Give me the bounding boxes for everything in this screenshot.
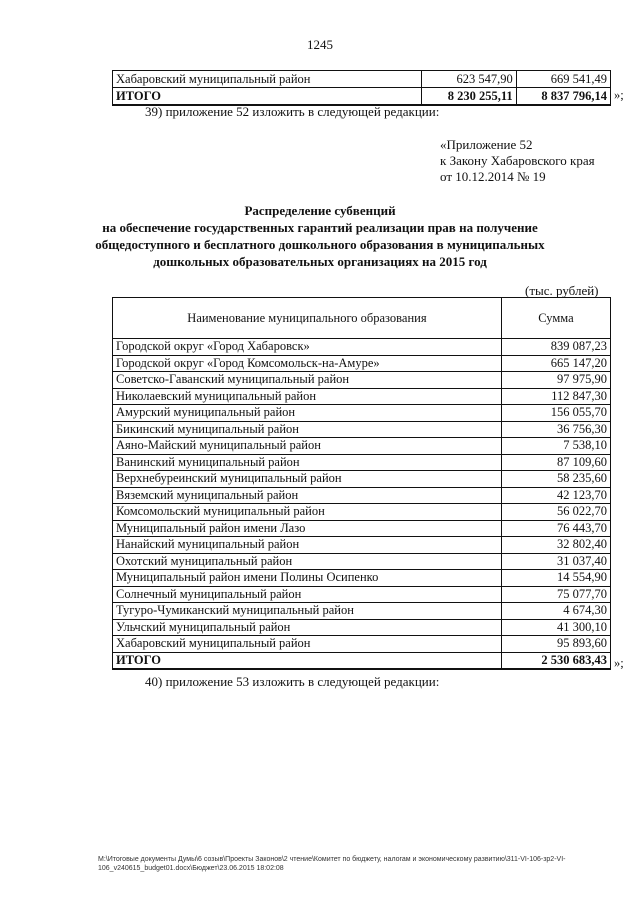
subsidy-amount: 76 443,70: [501, 520, 610, 537]
header-sum: Сумма: [501, 298, 610, 339]
district-name: Хабаровский муниципальный район: [113, 636, 502, 653]
table-row: [113, 405, 611, 422]
district-name: Бикинский муниципальный район: [113, 421, 502, 438]
subsidy-amount: 56 022,70: [501, 504, 610, 521]
total-label: ИТОГО: [113, 652, 502, 669]
total-row: [113, 652, 611, 669]
table-row: [113, 603, 611, 620]
table-row: [113, 355, 611, 372]
subsidy-amount: 839 087,23: [501, 339, 610, 356]
table-row: [113, 553, 611, 570]
table-row: [113, 471, 611, 488]
table-row: [113, 636, 611, 653]
table-header-row: [113, 298, 611, 339]
subsidy-amount: 31 037,40: [501, 553, 610, 570]
table-row: [113, 586, 611, 603]
page-number: 1245: [307, 37, 333, 52]
district-name: Вяземский муниципальный район: [113, 487, 502, 504]
table-row: [113, 421, 611, 438]
title-line: Распределение субвенций: [244, 203, 396, 218]
district-name: Хабаровский муниципальный район: [113, 71, 422, 88]
total-value: 8 230 255,11: [422, 88, 516, 106]
subsidy-amount: 665 147,20: [501, 355, 610, 372]
district-name: Солнечный муниципальный район: [113, 586, 502, 603]
title-line: на обеспечение государственных гарантий реализации прав на получение: [102, 220, 538, 235]
appendix-line: «Приложение 52: [440, 137, 533, 152]
appendix-line: к Закону Хабаровского края: [440, 153, 595, 168]
subsidy-amount: 36 756,30: [501, 421, 610, 438]
subsidy-amount: 87 109,60: [501, 454, 610, 471]
quote-close: »;: [614, 656, 624, 670]
subsidy-amount: 112 847,30: [501, 388, 610, 405]
file-path-footer: [98, 855, 628, 873]
district-name: Верхнебуреинский муниципальный район: [113, 471, 502, 488]
table-row: [113, 570, 611, 587]
subsidy-amount: 95 893,60: [501, 636, 610, 653]
table-row: [113, 372, 611, 389]
table-row: [113, 388, 611, 405]
table-row: [113, 339, 611, 356]
appendix-header: [440, 137, 595, 185]
table-row: [113, 71, 611, 88]
table-row: [113, 537, 611, 554]
subsidy-amount: 14 554,90: [501, 570, 610, 587]
district-name: Комсомольский муниципальный район: [113, 504, 502, 521]
table-row: [113, 520, 611, 537]
footer-line: 106_v240615_budget01.docx\Бюджет\23.06.2015 18:02:08: [98, 865, 284, 872]
district-name: Муниципальный район имени Лазо: [113, 520, 502, 537]
paragraph-40: 40) приложение 53 изложить в следующей редакции:: [145, 674, 440, 689]
table-row: [113, 438, 611, 455]
subsidy-amount: 97 975,90: [501, 372, 610, 389]
district-name: Нанайский муниципальный район: [113, 537, 502, 554]
value-cell: 623 547,90: [422, 71, 516, 88]
table-row: [113, 487, 611, 504]
district-name: Амурский муниципальный район: [113, 405, 502, 422]
paragraph-39: 39) приложение 52 изложить в следующей редакции:: [145, 104, 440, 119]
total-value: 8 837 796,14: [516, 88, 610, 106]
subsidy-amount: 58 235,60: [501, 471, 610, 488]
document-title: [0, 202, 640, 270]
subsidy-amount: 156 055,70: [501, 405, 610, 422]
value-cell: 669 541,49: [516, 71, 610, 88]
district-name: Николаевский муниципальный район: [113, 388, 502, 405]
subsidy-amount: 7 538,10: [501, 438, 610, 455]
district-name: Городской округ «Город Комсомольск-на-Амуре»: [113, 355, 502, 372]
previous-appendix-table: [112, 70, 611, 106]
subsidy-amount: 41 300,10: [501, 619, 610, 636]
district-name: Советско-Гаванский муниципальный район: [113, 372, 502, 389]
appendix-line: от 10.12.2014 № 19: [440, 169, 546, 184]
district-name: Тугуро-Чумиканский муниципальный район: [113, 603, 502, 620]
table-row: [113, 454, 611, 471]
subsidy-amount: 32 802,40: [501, 537, 610, 554]
units-label: (тыс. рублей): [525, 283, 599, 298]
table-row: [113, 504, 611, 521]
total-value: 2 530 683,43: [501, 652, 610, 669]
footer-line: М:\Итоговые документы Думы\6 созыв\Проекты Законов\2 чтение\Комитет по бюджету, налогам и экономическому развитию\311-VI-106-зр2-VI-: [98, 856, 566, 863]
subsidy-amount: 75 077,70: [501, 586, 610, 603]
header-name: Наименование муниципального образования: [113, 298, 502, 339]
district-name: Охотский муниципальный район: [113, 553, 502, 570]
title-line: дошкольных образовательных организациях на 2015 год: [153, 254, 487, 269]
title-line: общедоступного и бесплатного дошкольного образования в муниципальных: [95, 237, 545, 252]
subsidy-table: [112, 297, 611, 670]
district-name: Городской округ «Город Хабаровск»: [113, 339, 502, 356]
total-label: ИТОГО: [113, 88, 422, 106]
district-name: Ванинский муниципальный район: [113, 454, 502, 471]
district-name: Аяно-Майский муниципальный район: [113, 438, 502, 455]
subsidy-amount: 4 674,30: [501, 603, 610, 620]
district-name: Ульчский муниципальный район: [113, 619, 502, 636]
district-name: Муниципальный район имени Полины Осипенко: [113, 570, 502, 587]
quote-close: »;: [614, 88, 624, 102]
table-row: [113, 619, 611, 636]
total-row: [113, 88, 611, 106]
subsidy-amount: 42 123,70: [501, 487, 610, 504]
